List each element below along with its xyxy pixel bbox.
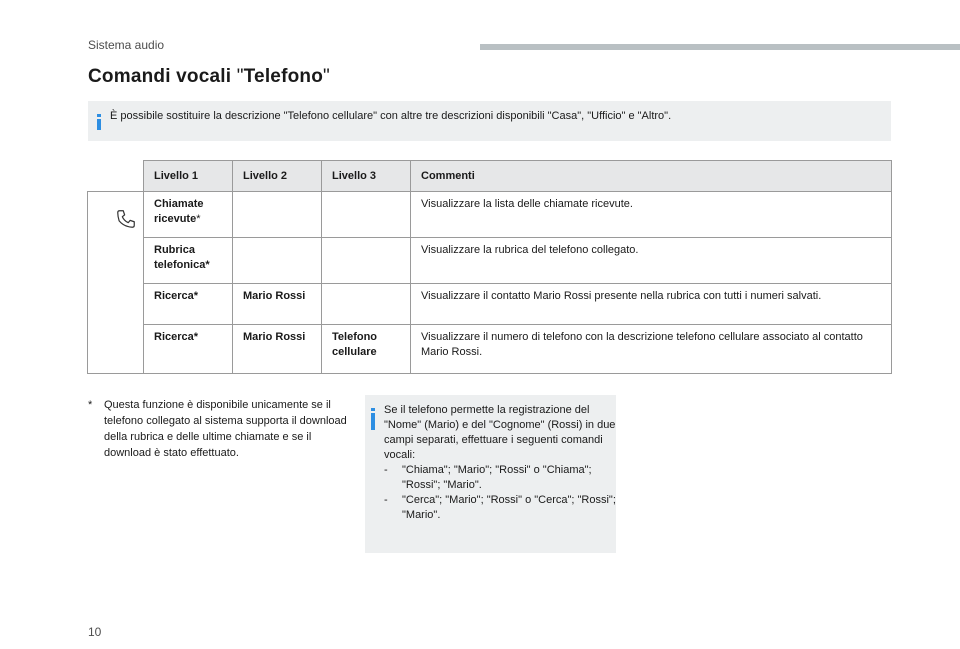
info-text-top: È possibile sostituire la descrizione "Telefono cellulare" con altre tre descrizioni disponibili "Casa", "Ufficio" e "Altro". <box>110 110 672 122</box>
list-item-text: "Cerca"; "Mario"; "Rossi" o "Cerca"; "Rossi"; "Mario". <box>402 494 616 521</box>
list-dash: - <box>384 464 388 476</box>
list-dash: - <box>384 494 388 506</box>
list-item-text: "Chiama"; "Mario"; "Rossi" o "Chiama"; "Rossi"; "Mario". <box>402 464 592 491</box>
phone-icon <box>115 208 137 230</box>
table-header-row <box>88 161 892 192</box>
title-open-quote: " <box>236 66 244 87</box>
page-title-word: Telefono <box>243 66 324 87</box>
list-item <box>384 493 616 523</box>
info-icon <box>371 408 378 430</box>
info-box-top <box>88 101 891 141</box>
list-item <box>384 463 616 493</box>
page-title <box>88 66 330 88</box>
table-header: Livello 3 <box>322 161 411 192</box>
section-label: Sistema audio <box>88 38 165 52</box>
header-bar <box>480 44 960 50</box>
comment-cell: Visualizzare il numero di telefono con la descrizione telefono cellulare associato al contatto Mario Rossi. <box>411 325 892 374</box>
info-box-side <box>365 395 616 553</box>
level1-cell: Ricerca* <box>144 325 233 374</box>
table-row <box>88 238 892 284</box>
level3-cell <box>322 238 411 284</box>
level2-cell <box>233 238 322 284</box>
level1-cell: Chiamate ricevute* <box>144 192 233 238</box>
table-row <box>88 284 892 325</box>
comment-cell: Visualizzare il contatto Mario Rossi presente nella rubrica con tutti i numeri salvati. <box>411 284 892 325</box>
level3-cell <box>322 192 411 238</box>
level3-cell: Telefono cellulare <box>322 325 411 374</box>
title-close-quote: " <box>323 66 330 87</box>
side-info-intro: Se il telefono permette la registrazione del "Nome" (Mario) e del "Cognome" (Rossi) in due campi separati, effettuare i seguenti comandi vocali: <box>384 404 616 461</box>
table-header: Livello 2 <box>233 161 322 192</box>
comment-cell: Visualizzare la rubrica del telefono collegato. <box>411 238 892 284</box>
voice-commands-table <box>87 160 892 374</box>
table-header-icon-col <box>88 161 144 192</box>
level3-cell <box>322 284 411 325</box>
table-row <box>88 192 892 238</box>
info-icon <box>97 114 104 131</box>
comment-cell: Visualizzare la lista delle chiamate ricevute. <box>411 192 892 238</box>
level2-cell <box>233 192 322 238</box>
table-header: Commenti <box>411 161 892 192</box>
level2-cell: Mario Rossi <box>233 284 322 325</box>
page-number: 10 <box>88 625 102 639</box>
level1-cell: Rubrica telefonica* <box>144 238 233 284</box>
page-title-main: Comandi vocali <box>88 66 237 87</box>
footnote-star: * <box>88 399 93 411</box>
table-header: Livello 1 <box>144 161 233 192</box>
level1-cell: Ricerca* <box>144 284 233 325</box>
icon-cell <box>88 192 144 374</box>
level2-cell: Mario Rossi <box>233 325 322 374</box>
footnote-text: Questa funzione è disponibile unicamente se il telefono collegato al sistema supporta il download della rubrica e delle ultime chiamate e se il download è stato effettuato. <box>104 399 347 459</box>
table-row <box>88 325 892 374</box>
